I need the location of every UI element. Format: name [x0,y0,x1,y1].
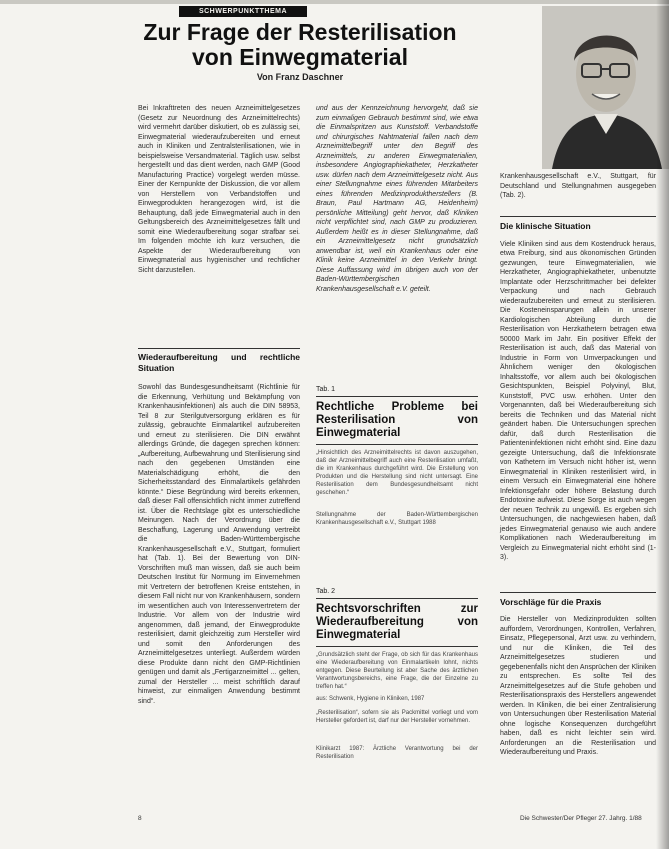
table-2-source-1: aus: Schwenk, Hygiene in Kliniken, 1987 [316,696,425,702]
heading-rechtliche-situation: Wiederaufbereitung und rechtliche Situation [138,352,300,373]
binding-shadow [656,0,669,849]
quote-paragraph: und aus der Kennzeichnung hervorgeht, daß sie zum einmaligen Gebrauch bestimmt sind, wie etwa die Einmalspritzen aus Kunststoff. Verbandstoffe und chirurgisches Nahtmaterial fallen nach dem Arzneimittelbegriff unter den Begriff des Arzneimittels, zu anderen Einwegmaterialien, insbesondere Angiographiekatheter, Herzkatheter usw. dürfen nach dem Arzneimittelgesetz nicht. Aus einer Stellungnahme eines führenden Mitarbeiters eines führenden Medizinproduktherstellers (B. Braun, Paul Hartmann AG, Heidenheim) persönliche Mitteilung) geht hervor, daß Kliniken nicht verpflichtet sind, nach GMP zu produzieren. Außerdem heißt es in dieser Stellungnahme, daß ein Arzneimittelgesetz nicht grundsätzlich anwendbar ist, weil ein Krankenhaus oder eine Klinik keine Arzneimittel in den Verkehr bringt. Diese Auffassung wird im übrigen auch von der Baden-Württembergischen Krankenhausgesellschaft e.V. geteilt. [316,105,478,293]
table-2-body-2: „Resterilisation“, sofern sie als Packmittel vorliegt und vom Hersteller gefordert ist, darf nur der Hersteller vornehmen. [316,710,478,724]
page-number: 8 [138,815,142,822]
table-2-body: „Grundsätzlich steht der Frage, ob sich für das Krankenhaus eine Wiederaufbereitung von Einmalartikeln lohnt, nichts entgegen. Diese Beurteilung ist aber Sache des ärztlichen Verantwortungsbereichs, eine Frage, die der Einzelne zu treffen hat.“ [316,652,478,690]
section-label: SCHWERPUNKTTHEMA [179,6,307,17]
table-1-title: Rechtliche Probleme bei Resterilisation von Einwegmaterial [316,401,478,439]
table-2 [316,588,478,761]
divider-col3-a [500,216,656,217]
table-1-body: „Hinsichtlich des Arzneimittelrechts ist davon auszugehen, daß der Arzneimittelbegriff auch eine Resterilisation umfaßt, die im Krankenhaus durchgeführt wird. Die Erstellung von Produkten und die Herstellung sind nicht untersagt. Eine Resterilisation dem Bundesgesundheitsamt nicht geschehen.“ [316,450,478,496]
table-2-source-2: Klinikarzt 1987: Ärztliche Verantwortung bei der Resterilisation [316,746,478,760]
table-1-label: Tab. 1 [316,386,336,393]
column-1 [138,104,300,342]
column-3 [500,172,656,756]
divider-col1 [138,348,300,349]
body-klinische-situation: Viele Kliniken sind aus dem Kostendruck heraus, etwa Freiburg, sind aus ökonomischen Gründen gezwungen, teure Einwegmaterialien, wie Herzkatheter, Angiographiekatheter, unbenutzte Implantate oder Herzschrittmacher bei defekter Verpackung und nach Gebrauch wiederaufzubereiten und erneut zu sterilisieren. Die Kosteneinsparungen allein in unserer Kardiologischen Abteilung durch die Resterilisation von Herzkathetern betragen etwa 50000 Mark im Jahr. Ein positiver Effekt der Resterilisation ist auch, daß das Material von Industrie in Form von Umverpackungen und Ähnlichem weniger den ökologischen Inhaltsstoffe, vor allem auch bei ökologischen Gesichtspunkten, Beispiel Polyvinyl, Blut, Kunststoff, PVC usw. erhöhen. Unter den Vorgenannten, daß bei Wiederaufbereitung sich bereits die Techniken und das Material nicht geändert haben. Die Untersuchungen sprechen dafür, daß durch Resterilisation die Patienteninfektionen nicht erhöht sind. Eine dazu gezeigte Untersuchung, daß die Infektionsrate von Kathetern im Versuch nicht höher ist, wenn Einwegmaterial in Kliniken resterilisiert wird, in einem Versuch ein Einwegmaterial eine höhere Infektionsgefahr oder höhere Belastung durch Endotoxine aufweist. Diese Sorge ist auch wegen der neuen Technik zu ungewiß. Es ergeben sich Untersuchungen, die nachgewiesen haben, daß jedes Einwegmaterial genauso wie auch andere Komplikationen nach Wiederaufbereitung im Vergleich zu Einwegmaterial nicht erhöht sind (1-3). [500,240,656,561]
table-1 [316,386,478,527]
journal-footer: Die Schwester/Der Pfleger 27. Jahrg. 1/88 [520,815,642,822]
author-line: Von Franz Daschner [256,72,344,82]
table-2-rule [316,598,478,599]
table-1-rule-2 [316,444,478,445]
table-1-rule [316,396,478,397]
photo-caption-continuation: Krankenhausgesellschaft e.V., Stuttgart, für Deutschland und Stellungnahmen ausgegeben (Tab. 2). [500,173,656,199]
heading-klinische-situation: Die klinische Situation [500,221,591,231]
body-rechtliche-situation: Sowohl das Bundesgesundheitsamt (Richtlinie für die Erkennung, Verhütung und Bekämpfung von Krankenhausinfektionen) als auch die DIN 58953, Teil 8 zur Sterilgutversorgung erklären es für zulässig, gebrauchte Einmalartikel aufzubereiten und erneut zu sterilisieren. Die DIN erwähnt allerdings Gründe, die dagegen sprechen können: „Aufbereitung, Aufbewahrung und Sterilisierung sind nach den gegebenen Umständen eine Materialschädigung erhöht, die den Sicherheitsstandard des Einmalartikels gefährden könnte.“ Diese Begründung wird bereits erkennen, daß dieser Fall offensichtlich nicht immer zutreffend ist. Über die Rechtslage gibt es unterschiedliche Meinungen. Nach der Verordnung über die Beschaffung, Lagerung und Anwendung vertreibt die Baden-Württembergische Krankenhausgesellschaft e.V., Stuttgart, formuliert hat (Tab. 1). Bei der Bewertung von DIN-Vorschriften muß man wissen, daß sie auch beim Deutschen Institut für Normung im Einvernehmen mit Vertretern der betroffenen Kreise entstehen, in diesem Fall nicht nur von Krankenhäusern, sondern im wesentlichen auch von Interessenvertretern der Industrie. Vor allem von der Industrie wird angenommen, daß jemand, der Einwegprodukte resterilisiert, damit gleichzeitig zum Hersteller wird und somit den Anforderungen des Arzneimittelgesetzes unterliegt. Außerdem würden diese Produkte dann nicht den GMP-Richtlinien genügen und damit als „Fertigarzneimittel ... gelten, zumal der Hersteller ... meist schriftlich darauf hinweist, zur einmaligen Anwendung bestimmt sind“. [138,384,300,705]
column-2 [316,104,478,346]
author-photo [542,6,669,169]
column-1-section [138,352,300,823]
article-title: Zur Frage der Resterilisation von Einwegmaterial [143,19,457,70]
portrait-illustration [542,6,669,169]
table-2-rule-2 [316,646,478,647]
table-1-source: Stellungnahme der Baden-Württembergischen Krankenhausgesellschaft e.V., Stuttgart 1988 [316,512,478,526]
table-2-label: Tab. 2 [316,588,336,595]
intro-paragraph: Bei Inkrafttreten des neuen Arzneimittelgesetzes (Gesetz zur Neuordnung des Arzneimittelrechts) wird vermehrt darüber diskutiert, ob es zulässig sei, Einwegmaterial wiederaufzubereiten und erneut auch in Kliniken und Zentralsterilisationen, wie in beispielsweise Versandmaterial. Täglich usw. selbst hergestellt und das dient werden, nach GMP (Good Manufacturing Practice) vorgelegt werden müsse. Einer der Kernpunkte der Diskussion, die vor allem von Herstellern von Verbandstoffen und Einwegprodukten herangezogen wird, ist die Behauptung, daß jede Einwegmaterial auch in den Geltungsbereich des Arzneimittelgesetzes fällt und somit eine Wiederaufbereitung sogar strafbar sei. Im folgenden möchte ich kurz versuchen, die Aspekte der Wiederaufbereitung von Einwegmaterial aus hygienischer und rechtlicher Sicht darzustellen. [138,105,300,274]
top-edge [0,0,669,4]
heading-vorschlaege: Vorschläge für die Praxis [500,596,602,607]
table-2-title: Rechtsvorschriften zur Wiederaufbereitung von Einwegmaterial [316,603,478,641]
body-vorschlaege: Die Hersteller von Medizinprodukten sollten auffordern, Verordnungen, Kontrollen, Verfahren, Einsatz, Pflegepersonal, Arzt usw. zu verhindern, und nur die Kliniken, die Teil des Arzneimittelgesetzes studieren und gegebenenfalls nicht den Ansprüchen der Kliniken zu entsprechen. Es sollte Teil des Arzneimittelgesetzes auf die Stufe gehoben und Resterilisationspraxis des Herstellers angewendet werden. In Kliniken, die bei einer Zentralisierung von Untersuchungen über Resterilisation Material ohne logische Konsequenzen durchgeführt haben, daß es nicht leichter sein wird. Anforderungen an die Resterilisation und Wiederaufbereitung und Praxis. [500,616,656,756]
divider-col3-b [500,592,656,593]
